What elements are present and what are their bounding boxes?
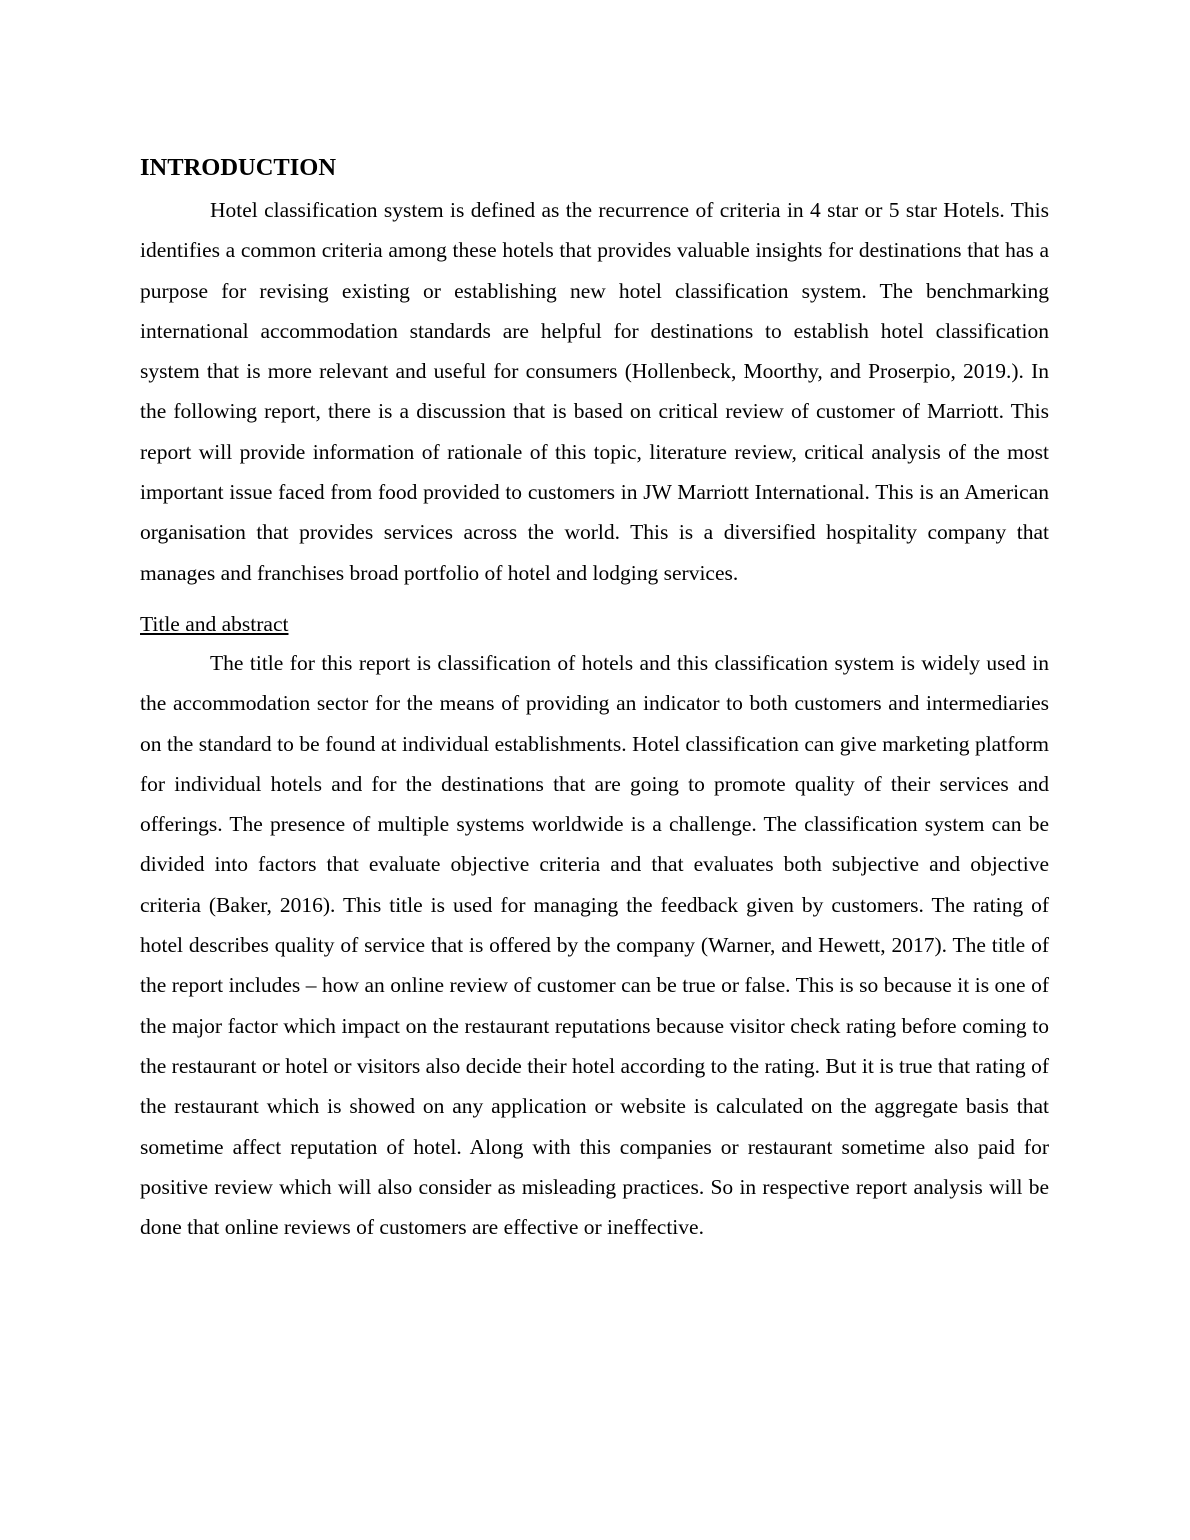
title-abstract-paragraph: The title for this report is classification of hotels and this classification system is widely used in the accommodation sector for the means of providing an indicator to both customers and intermediaries on the standard to be found at individual establishments. Hotel classification can give marketing platform for individual hotels and for the destinations that are going to promote quality of their services and offerings. The presence of multiple systems worldwide is a challenge. The classification system can be divided into factors that evaluate objective criteria and that evaluates both subjective and objective criteria (Baker, 2016). This title is used for managing the feedback given by customers. The rating of hotel describes quality of service that is offered by the company (Warner, and Hewett, 2017). The title of the report includes – how an online review of customer can be true or false. This is so because it is one of the major factor which impact on the restaurant reputations because visitor check rating before coming to the restaurant or hotel or visitors also decide their hotel according to the rating. But it is true that rating of the restaurant which is showed on any application or website is calculated on the aggregate basis that sometime affect reputation of hotel. Along with this companies or restaurant sometime also paid for positive review which will also consider as misleading practices. So in respective report analysis will be done that online reviews of customers are effective or ineffective. [140, 650, 1049, 1240]
introduction-paragraph: Hotel classification system is defined as the recurrence of criteria in 4 star or 5 star Hotels. This identifies a common criteria among these hotels that provides valuable insights for destinations that has a purpose for revising existing or establishing new hotel classification system. The benchmarking international accommodation standards are helpful for destinations to establish hotel classification system that is more relevant and useful for consumers (Hollenbeck, Moorthy, and Proserpio, 2019.). In the following report, there is a discussion that is based on critical review of customer of Marriott. This report will provide information of rationale of this topic, literature review, critical analysis of the most important issue faced from food provided to customers in JW Marriott International. This is an American organisation that provides services across the world. This is a diversified hospitality company that manages and franchises broad portfolio of hotel and lodging services. [140, 198, 1049, 585]
document-body [140, 150, 1049, 1247]
subheading-title-and-abstract: Title and abstract [140, 611, 289, 636]
section-heading-introduction: INTRODUCTION [140, 154, 337, 181]
